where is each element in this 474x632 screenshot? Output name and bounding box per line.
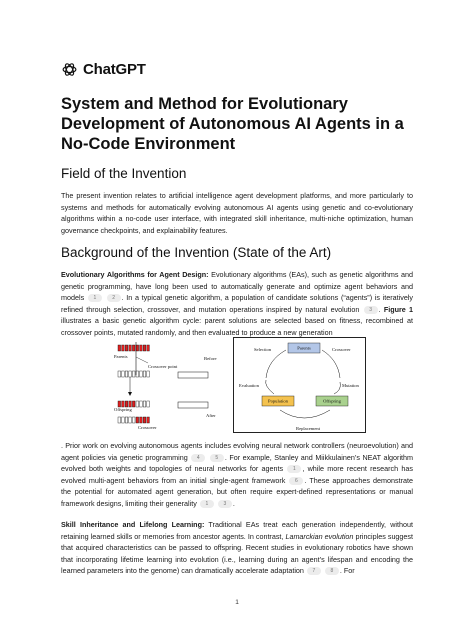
citation-badge[interactable]: 3 xyxy=(364,306,378,314)
gene-segment xyxy=(136,345,139,351)
gene-segment xyxy=(143,371,146,377)
label-parents: Parents xyxy=(114,354,128,359)
paragraph-field: The present invention relates to artificial intelligence agent development platforms, and more particularly to systems and methods for automatically evolving autonomous AI agents using genetic and co-evolutionary algorithms within a no-code user interface, with integrated skill inheritance, multi-niche optimization, human governance checkpoints, and explainability features. xyxy=(61,191,413,235)
gene-segment xyxy=(122,417,125,423)
label-crossover: Crossover xyxy=(138,425,157,430)
crossover-diagram-svg xyxy=(108,337,230,433)
label-after: After xyxy=(206,413,216,418)
offspring-chromosome-b xyxy=(118,417,149,423)
gene-segment xyxy=(140,371,143,377)
gene-segment xyxy=(129,371,132,377)
section-heading-field: Field of the Invention xyxy=(61,166,187,181)
figure-ga-cycle xyxy=(233,337,366,433)
paragraph-text: . For xyxy=(339,566,355,576)
paragraph-text: Evolutionary algorithms (EAs), such as genetic algorithms and genetic programming, have long been used to automatically generate and optimize agent behaviors and models xyxy=(61,270,413,303)
label-cycle-crossover: Crossover xyxy=(332,347,351,352)
citation-badge[interactable]: 3 xyxy=(218,500,232,508)
openai-logo-icon xyxy=(61,61,78,78)
paragraph-text: Traditional EAs treat each generation independently, without retaining learned skills or memories from ancestor agents. In contrast, xyxy=(61,520,413,541)
ga-cycle-svg xyxy=(234,338,367,434)
paragraph-text: . xyxy=(378,304,384,314)
document-title: System and Method for Evolutionary Development of Autonomous AI Agents in a No-Code Environment xyxy=(61,95,404,153)
gene-segment xyxy=(125,371,128,377)
label-cycle-selection: Selection xyxy=(254,347,272,352)
label-cycle-offspring: Offspring xyxy=(323,398,341,404)
cycle-arrow-mutation xyxy=(334,382,340,394)
gene-segment xyxy=(132,417,135,423)
gene-segment xyxy=(132,401,135,407)
label-offspring: Offspring xyxy=(114,407,132,412)
figure-crossover-diagram xyxy=(108,337,230,433)
gene-segment xyxy=(136,401,139,407)
citation-badge[interactable]: 1 xyxy=(200,500,214,508)
page-number: 1 xyxy=(235,599,239,606)
paragraph-text: . Prior work on evolving autonomous agents includes evolving neural network controllers (neuroevolution) and agent policies via genetic programming xyxy=(61,441,413,462)
paragraph-text: . These approaches demonstrate the potential for automated agent generation, but often require expert-defined representations or manual framework designs, limiting their generality xyxy=(61,475,413,508)
parent-chromosome-a xyxy=(118,345,149,351)
gene-segment xyxy=(122,371,125,377)
paragraph-text: . xyxy=(232,498,235,508)
citation-badge[interactable]: 6 xyxy=(289,477,303,485)
paragraph-text: principles suggest that acquired characteristics can be passed to offspring. Recent studies in evolutionary robotics have shown that incorporating lifetime learning into evolution (i.e., learning during an agent’s lifespan and encoding the learned parameters into the genome) can dramatically accelerate adaptation xyxy=(61,531,414,576)
paragraph-text: . In a typical genetic algorithm, a population of candidate solutions (“agents”) is iteratively refined through selection, crossover, and mutation operations inspired by natural evolution xyxy=(61,293,414,314)
gene-segment xyxy=(125,345,128,351)
figure-genetic-algorithm xyxy=(108,337,366,433)
citation-badge[interactable]: 4 xyxy=(191,454,205,462)
label-cycle-parents: Parents xyxy=(297,345,311,351)
gene-segment xyxy=(140,401,143,407)
emphasis-term: Lamarckian evolution xyxy=(285,531,354,541)
paragraph-text: illustrates a basic genetic algorithm cycle: parent solutions are selected based on fitness, recombined at crossover points, mutated randomly, and then evaluated to produce a new generation xyxy=(61,316,413,337)
section-heading-background: Background of the Invention (State of the Art) xyxy=(61,245,332,260)
gene-segment xyxy=(118,345,121,351)
citation-badge[interactable]: 8 xyxy=(325,567,339,575)
cycle-arrow-crossover xyxy=(322,350,340,378)
gene-segment xyxy=(118,417,121,423)
label-crossover-point: Crossover point xyxy=(148,364,178,369)
label-cycle-replacement: Replacement xyxy=(296,426,320,431)
chromosome-after xyxy=(178,402,208,408)
citation-badge[interactable]: 5 xyxy=(210,454,224,462)
label-before: Before xyxy=(204,356,217,361)
gene-segment xyxy=(122,345,125,351)
gene-segment xyxy=(147,345,150,351)
gene-segment xyxy=(143,401,146,407)
gene-segment xyxy=(136,371,139,377)
cycle-arrow-evaluation xyxy=(266,380,274,394)
gene-segment xyxy=(147,417,150,423)
figure-reference: Figure 1 xyxy=(383,304,414,314)
citation-badge[interactable]: 1 xyxy=(88,294,102,302)
gene-segment xyxy=(136,417,139,423)
gene-segment xyxy=(143,417,146,423)
cycle-arrow-selection xyxy=(266,350,286,378)
paragraph-prior-work xyxy=(61,440,413,510)
gene-segment xyxy=(140,345,143,351)
gene-segment xyxy=(132,371,135,377)
paragraph-text: , while more recent research has evolved multi-agent behaviors from an initial single-agent framework xyxy=(61,464,413,485)
gene-segment xyxy=(129,345,132,351)
paragraph-evolutionary-algorithms xyxy=(61,269,413,339)
citation-badge[interactable]: 2 xyxy=(107,294,121,302)
paragraph-lead: Skill Inheritance and Lifelong Learning: xyxy=(61,520,205,529)
cycle-arrow-replacement xyxy=(280,410,330,418)
parent-chromosome-b xyxy=(118,371,149,377)
brand-header xyxy=(61,61,146,78)
gene-segment xyxy=(132,345,135,351)
crossover-arrowhead xyxy=(128,392,132,396)
gene-segment xyxy=(118,371,121,377)
gene-segment xyxy=(140,417,143,423)
paragraph-skill-inheritance xyxy=(61,519,413,577)
citation-badge[interactable]: 1 xyxy=(287,465,301,473)
gene-segment xyxy=(143,345,146,351)
gene-segment xyxy=(129,417,132,423)
label-cycle-mutation: Mutation xyxy=(342,383,359,388)
gene-segment xyxy=(125,417,128,423)
chromosome-before xyxy=(178,372,208,378)
citation-badge[interactable]: 7 xyxy=(307,567,321,575)
gene-segment xyxy=(147,371,150,377)
brand-name: ChatGPT xyxy=(83,61,146,78)
paragraph-lead: Evolutionary Algorithms for Agent Design: xyxy=(61,270,209,279)
paragraph-text: . For example, Stanley and Miikkulainen’s NEAT algorithm evolved both weights and topologies of neural networks for agents xyxy=(61,452,414,474)
label-cycle-evaluation: Evaluation xyxy=(239,383,259,388)
label-cycle-population: Population xyxy=(268,398,288,404)
gene-segment xyxy=(147,401,150,407)
crossover-point-pointer xyxy=(136,357,148,363)
